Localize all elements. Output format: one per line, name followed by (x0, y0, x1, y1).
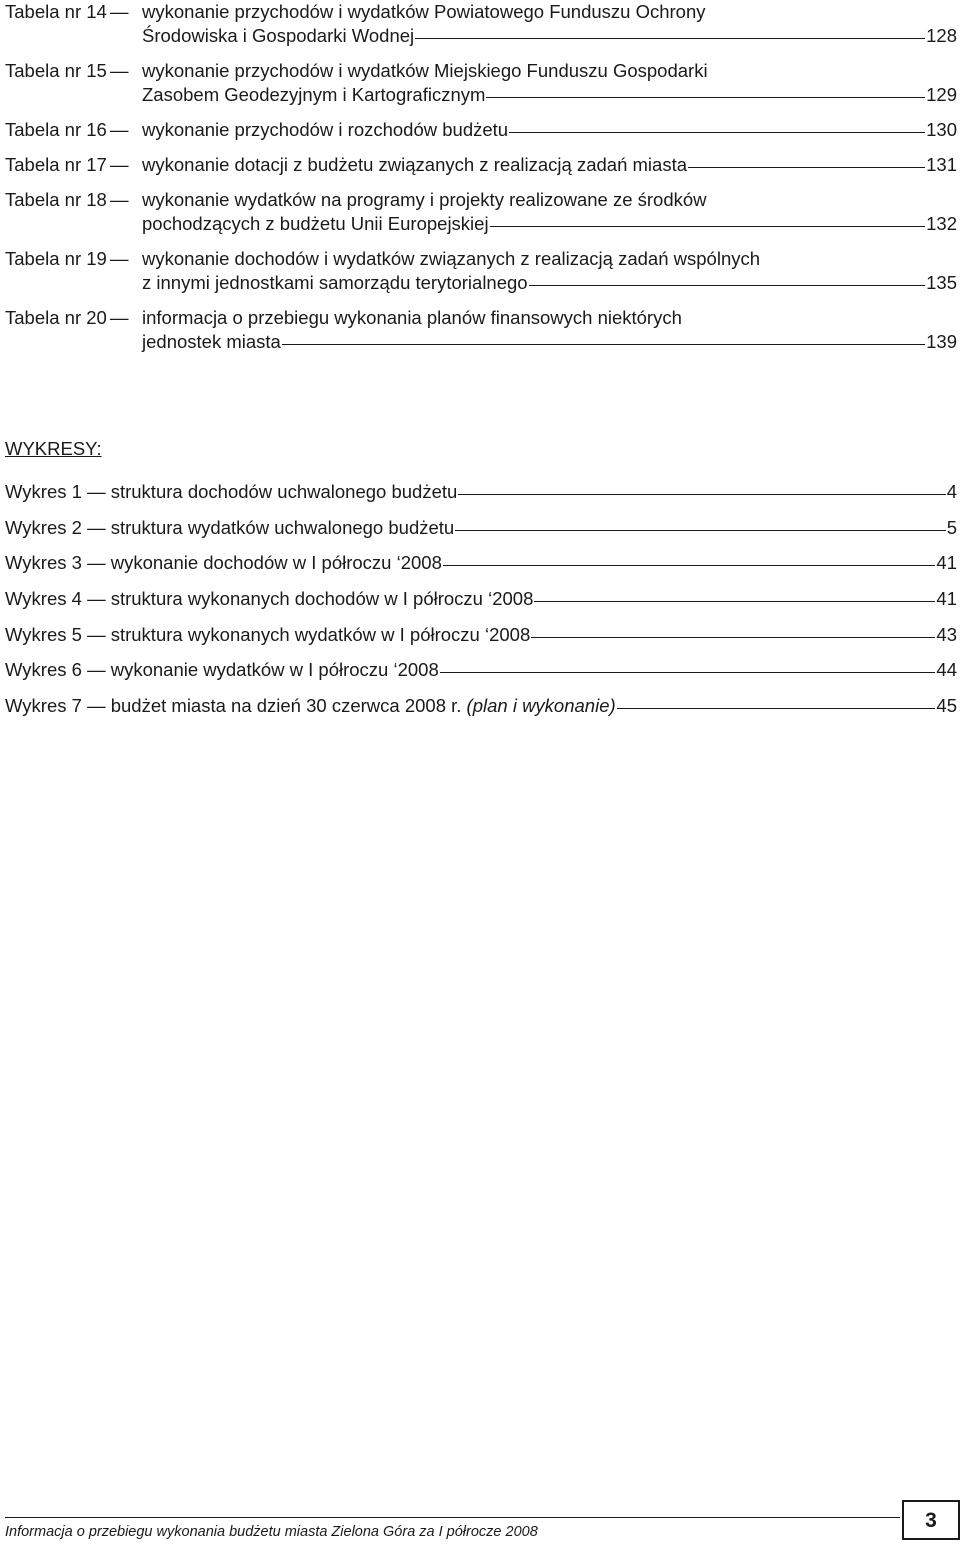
chart-entry-page: 41 (936, 552, 957, 574)
toc-entry-prefix: Tabela nr 14 (5, 1, 107, 22)
toc-entry-prefix: Tabela nr 18 (5, 189, 107, 210)
toc-entry-last-line (142, 153, 957, 177)
toc-entry-last-line (142, 330, 957, 354)
chart-entry-prefix: Wykres 1 (5, 481, 82, 502)
leader-line (490, 226, 926, 227)
page-footer (0, 1500, 960, 1544)
toc-entry (5, 188, 957, 236)
leader-line (534, 601, 935, 602)
toc-entry-title-line: jednostek miasta (142, 331, 281, 352)
toc-entry-title-line: Środowiska i Gospodarki Wodnej (142, 25, 415, 46)
footer-title: Informacja o przebiegu wykonania budżetu miasta Zielona Góra za I półrocze 2008 (5, 1524, 538, 1540)
dash: — (110, 60, 129, 81)
toc-entry-last-line (142, 212, 957, 236)
dash: — (81, 481, 111, 502)
dash: — (81, 516, 111, 538)
toc-entry-title-line: Zasobem Geodezyjnym i Kartograficznym (142, 84, 486, 105)
leader-line (509, 132, 925, 133)
toc-entry-title-line: wykonanie wydatków na programy i projekty realizowane ze środków (142, 189, 707, 210)
leader-line (458, 494, 945, 495)
chart-toc-entry (5, 480, 957, 504)
toc-entry-title-line: wykonanie przychodów i rozchodów budżetu (142, 119, 509, 140)
toc-entry-page: 139 (926, 331, 957, 352)
chart-entry-prefix: Wykres 5 (5, 623, 82, 645)
toc-entry-prefix: Tabela nr 15 (5, 60, 107, 81)
toc-entry-last-line (142, 271, 957, 295)
toc-entry-page: 128 (926, 25, 957, 46)
toc-entry (5, 118, 957, 142)
wykresy-heading: WYKRESY: (5, 438, 102, 459)
leader-line (443, 565, 936, 566)
toc-entry-title-line: wykonanie dochodów i wydatków związanych z realizacją zadań wspólnych (142, 248, 761, 269)
toc-entry (5, 0, 957, 48)
toc-entry-prefix: Tabela nr 16 (5, 119, 107, 140)
chart-entry-prefix: Wykres 2 (5, 516, 82, 538)
leader-line (282, 344, 925, 345)
chart-toc-entry (5, 623, 957, 647)
chart-entry-page: 44 (936, 659, 957, 681)
chart-entry-title: wykonanie wydatków w I półroczu ‘2008 (110, 659, 439, 681)
chart-toc-entry (5, 551, 957, 575)
chart-entry-title: wykonanie dochodów w I półroczu ‘2008 (110, 552, 442, 574)
toc-entry (5, 247, 957, 295)
dash: — (81, 588, 111, 610)
dash: — (81, 659, 111, 681)
chart-entry-title: struktura wykonanych wydatków w I półroczu ‘2008 (110, 623, 531, 645)
chart-entry-page: 5 (946, 516, 957, 538)
leader-line (529, 285, 926, 286)
chart-entry-prefix: Wykres 6 (5, 659, 82, 681)
leader-line (455, 530, 946, 531)
toc-entry-page: 130 (926, 119, 957, 140)
toc-entry-last-line (142, 83, 957, 107)
chart-entry-page: 4 (946, 481, 957, 502)
page-number: 3 (902, 1500, 960, 1540)
chart-toc-entry (5, 516, 957, 540)
toc-entry-prefix: Tabela nr 19 (5, 248, 107, 269)
toc-entry-page: 131 (926, 154, 957, 175)
toc-entry-title-line: pochodzących z budżetu Unii Europejskiej (142, 213, 489, 234)
tables-toc (5, 0, 957, 354)
dash: — (110, 1, 129, 22)
dash: — (110, 307, 129, 328)
toc-entry-prefix: Tabela nr 20 (5, 307, 107, 328)
toc-entry (5, 59, 957, 107)
leader-line (617, 708, 936, 709)
chart-entry-prefix: Wykres 7 (5, 695, 82, 717)
leader-line (486, 97, 925, 98)
toc-entry-title-line: wykonanie przychodów i wydatków Miejskiego Funduszu Gospodarki (142, 60, 708, 81)
toc-entry-title-line: z innymi jednostkami samorządu terytorialnego (142, 272, 528, 293)
toc-entry (5, 153, 957, 177)
dash: — (81, 623, 111, 645)
chart-entry-prefix: Wykres 3 (5, 552, 82, 574)
wykresy-toc (5, 480, 957, 730)
toc-entry-page: 135 (926, 272, 957, 293)
chart-entry-title: struktura wykonanych dochodów w I półroczu ‘2008 (110, 588, 534, 610)
dash: — (110, 189, 129, 210)
chart-entry-title-italic: (plan i wykonanie) (466, 695, 616, 717)
leader-line (688, 167, 925, 168)
footer-rule (5, 1517, 900, 1518)
toc-entry-last-line (142, 118, 957, 142)
toc-entry (5, 306, 957, 354)
leader-line (440, 672, 936, 673)
dash: — (81, 552, 111, 574)
chart-entry-prefix: Wykres 4 (5, 588, 82, 610)
toc-entry-page: 132 (926, 213, 957, 234)
toc-entry-title-line: informacja o przebiegu wykonania planów finansowych niektórych (142, 307, 682, 328)
toc-entry-title-line: wykonanie dotacji z budżetu związanych z realizacją zadań miasta (142, 154, 688, 175)
toc-entry-last-line (142, 24, 957, 48)
dash: — (81, 695, 111, 717)
chart-entry-page: 41 (936, 588, 957, 610)
toc-entry-page: 129 (926, 84, 957, 105)
chart-entry-title: struktura wydatków uchwalonego budżetu (110, 516, 455, 538)
chart-toc-entry (5, 694, 957, 718)
chart-toc-entry (5, 658, 957, 682)
leader-line (415, 38, 925, 39)
leader-line (531, 637, 935, 638)
toc-entry-prefix: Tabela nr 17 (5, 154, 107, 175)
chart-entry-page: 43 (936, 623, 957, 645)
chart-entry-title: struktura dochodów uchwalonego budżetu (110, 481, 458, 502)
chart-entry-page: 45 (936, 695, 957, 717)
toc-entry-title-line: wykonanie przychodów i wydatków Powiatowego Funduszu Ochrony (142, 1, 706, 22)
chart-toc-entry (5, 587, 957, 611)
chart-entry-title: budżet miasta na dzień 30 czerwca 2008 r. (110, 695, 462, 717)
dash: — (110, 119, 129, 140)
dash: — (110, 154, 129, 175)
dash: — (110, 248, 129, 269)
